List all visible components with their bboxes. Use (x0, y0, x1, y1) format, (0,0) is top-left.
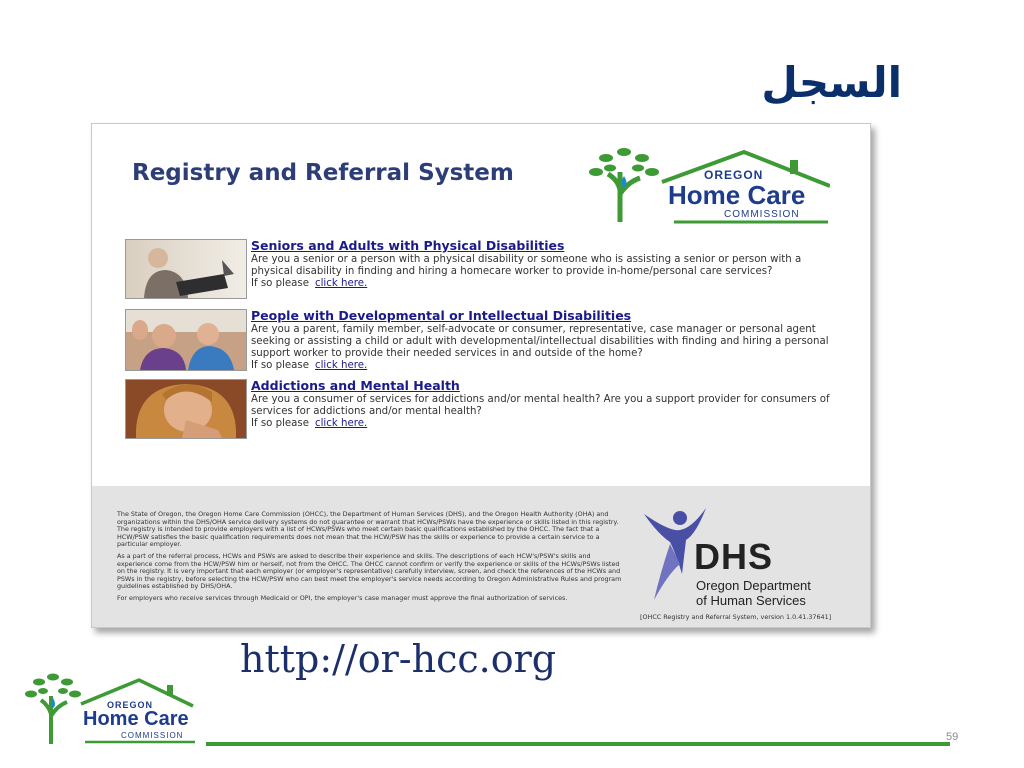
website-url[interactable]: http://or-hcc.org (240, 637, 557, 681)
item-heading[interactable]: Addictions and Mental Health (251, 378, 460, 393)
click-here-link[interactable]: click here. (315, 360, 368, 371)
home-care-logo-footer (23, 672, 199, 746)
logo-home-care-text: Home Care (83, 708, 189, 730)
version-text: [OHCC Registry and Referral System, version 1.0.41.37641] (640, 613, 832, 621)
item-heading[interactable]: People with Developmental or Intellectual Disabilities (251, 308, 632, 323)
registry-item-developmental (125, 309, 845, 373)
item-description: Are you a parent, family member, self-advocate or consumer, representative, case manager or personal agent seeking or assisting a child or adult with developmental/intellectual disabilities with finding and hiring a personal support worker to provide their needed services in and outside of the home? (251, 324, 829, 359)
logo-oregon-text: OREGON (107, 700, 154, 710)
seniors-photo (125, 239, 247, 299)
disclaimer-paragraph: As a part of the referral process, HCWs and PSWs are asked to describe their experience and skills. The descriptions of each HCW's/PSW's skills and experience come from the HCW/PSW him or herself, not from the OHCC. The OHCC cannot confirm or verify the experience or skills of the HCWs/PSWs listed on the registry. It is very important that each employer (or employer's representative) carefully interview, screen, and check the references of the HCWs and PSWs in the registry, before selecting the HCW/PSW who can best meet the employer's service needs according to Oregon Administrative Rules and program guidelines established by DHS/OHA. (117, 551, 622, 591)
page-number: 59 (946, 731, 959, 743)
footer-band (92, 486, 870, 627)
slide-title: السجل (761, 58, 902, 107)
developmental-photo (125, 309, 247, 371)
disclaimer-text (117, 511, 627, 607)
registry-title: Registry and Referral System (132, 160, 514, 186)
item-description: Are you a consumer of services for addictions and/or mental health? Are you a support provider for consumers of services for addictions and/or mental health? (251, 394, 830, 417)
home-care-logo (584, 146, 830, 226)
click-here-link[interactable]: click here. (315, 418, 368, 429)
footer-rule (206, 742, 950, 746)
addictions-photo (125, 379, 247, 439)
dhs-letters: DHS (694, 536, 774, 577)
logo-commission-text: COMMISSION (724, 209, 800, 220)
item-description: Are you a senior or a person with a physical disability or someone who is assisting a senior or person with a physical disability in finding and hiring a homecare worker to provide in-home/personal care services? (251, 254, 802, 277)
item-prompt: If so please (251, 418, 309, 429)
registry-screenshot (91, 123, 871, 628)
click-here-link[interactable]: click here. (315, 278, 368, 289)
disclaimer-paragraph: For employers who receive services through Medicaid or OPI, the employer's case manager must approve the final authorization of services. (117, 593, 568, 602)
logo-commission-text: COMMISSION (121, 731, 184, 740)
registry-item-addictions (125, 379, 845, 441)
registry-item-seniors (125, 239, 845, 301)
logo-home-care-text: Home Care (668, 180, 806, 210)
dhs-name-line1: Oregon Department (696, 578, 811, 593)
dhs-name-line2: of Human Services (696, 593, 806, 608)
item-prompt: If so please (251, 278, 309, 289)
disclaimer-paragraph: The State of Oregon, the Oregon Home Care Commission (OHCC), the Department of Human Services (DHS), and the Oregon Health Authority (OHA) and organizations within the DHS/OHA service delivery systems do not guarantee or warrant that HCWs/PSWs have the experience or skills listed in this registry. The registry is intended to provide employers with a list of HCWs/PSWs who meet certain basic qualifications established by the OHCC. The fact that a HCW/PSW satisfies the basic qualification requirements does not mean that the HCW/PSW has the skills or experience to provide a certain service to a particular employer. (117, 510, 619, 549)
logo-oregon-text: OREGON (704, 168, 764, 182)
item-heading[interactable]: Seniors and Adults with Physical Disabilities (251, 238, 565, 253)
item-prompt: If so please (251, 360, 309, 371)
dhs-logo (640, 504, 860, 624)
